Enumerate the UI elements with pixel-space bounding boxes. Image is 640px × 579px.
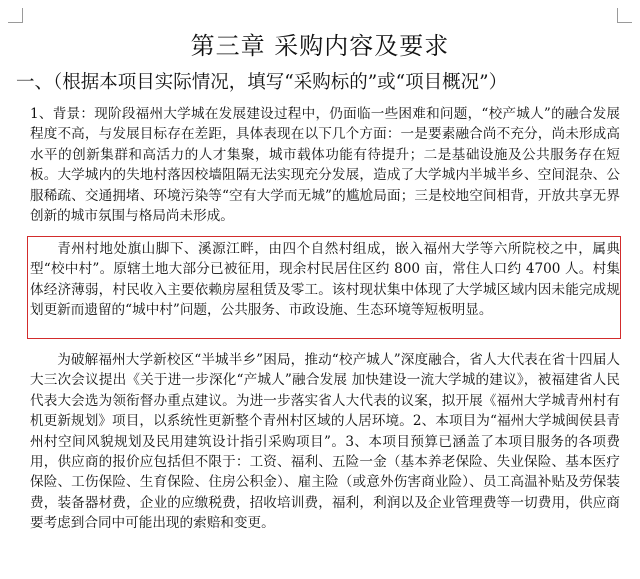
page-corner-mark: [617, 8, 632, 23]
page-corner-mark: [8, 8, 23, 23]
highlighted-paragraph: 青州村地处旗山脚下、溪源江畔，由四个自然村组成，嵌入福州大学等六所院校之中，属典型“校中村”。原辖土地大部分已被征用，现余村民居住区约 800 亩，常住人口约 4700 人。村集体经济薄弱，村民收入主要依赖房屋租赁及零工。该村现状集中体现了大学城区域内因未能完成规划更新而遗留的“城中村”问题，公共服务、市政设施、生态环境等短板明显。: [30, 241, 620, 319]
section-heading: 一、（根据本项目实际情况，填写“采购标的”或“项目概况”）: [16, 72, 508, 93]
chapter-title: 第三章 采购内容及要求: [190, 32, 450, 60]
background-paragraph: 1、背景：现阶段福州大学城在发展建设过程中，仍面临一些困难和问题，“校产城人”的融合发展程度不高，与发展目标存在差距，具体表现在以下几个方面：一是要素融合尚不充分，尚未形成高水平的创新集群和高活力的人才集聚，城市载体功能有待提升；二是基础设施及公共服务存在短板。大学城内的失地村落因校墙阻隔无法实现充分发展，造成了大学城内半城半乡、空间混杂、公服稀疏、交通拥堵、环境污染等“空有大学而无城”的尴尬局面；三是校地空间相背，开放共享无界创新的城市氛围与格局尚未形成。: [30, 106, 620, 225]
continuation-paragraph: 为破解福州大学新校区“半城半乡”困局，推动“校产城人”深度融合，省人大代表在省十四届人大三次会议提出《关于进一步深化“产城人”融合发展 加快建设一流大学城的建议》，被福建省人民代表大会选为领衔督办重点建议。为进一步落实省人大代表的议案，拟开展《福州大学城青州村有机更新规划》项目，以系统性更新整个青州村区域的人居环境。2、本项目为“福州大学城闽侯县青州村空间风貌规划及民用建筑设计指引采购项目”。3、本项目预算已涵盖了本项目服务的各项费用，供应商的报价应包括但不限于：工资、福利、五险一金（基本养老保险、失业保险、基本医疗保险、工伤保险、生育保险、住房公积金）、雇主险（或意外伤害商业险）、员工高温补贴及劳保装费，装备器材费，企业的应缴税费，招收培训费，福利，利润以及企业管理费等一切费用，供应商要考虑到合同中可能出现的索赔和变更。: [30, 352, 620, 532]
